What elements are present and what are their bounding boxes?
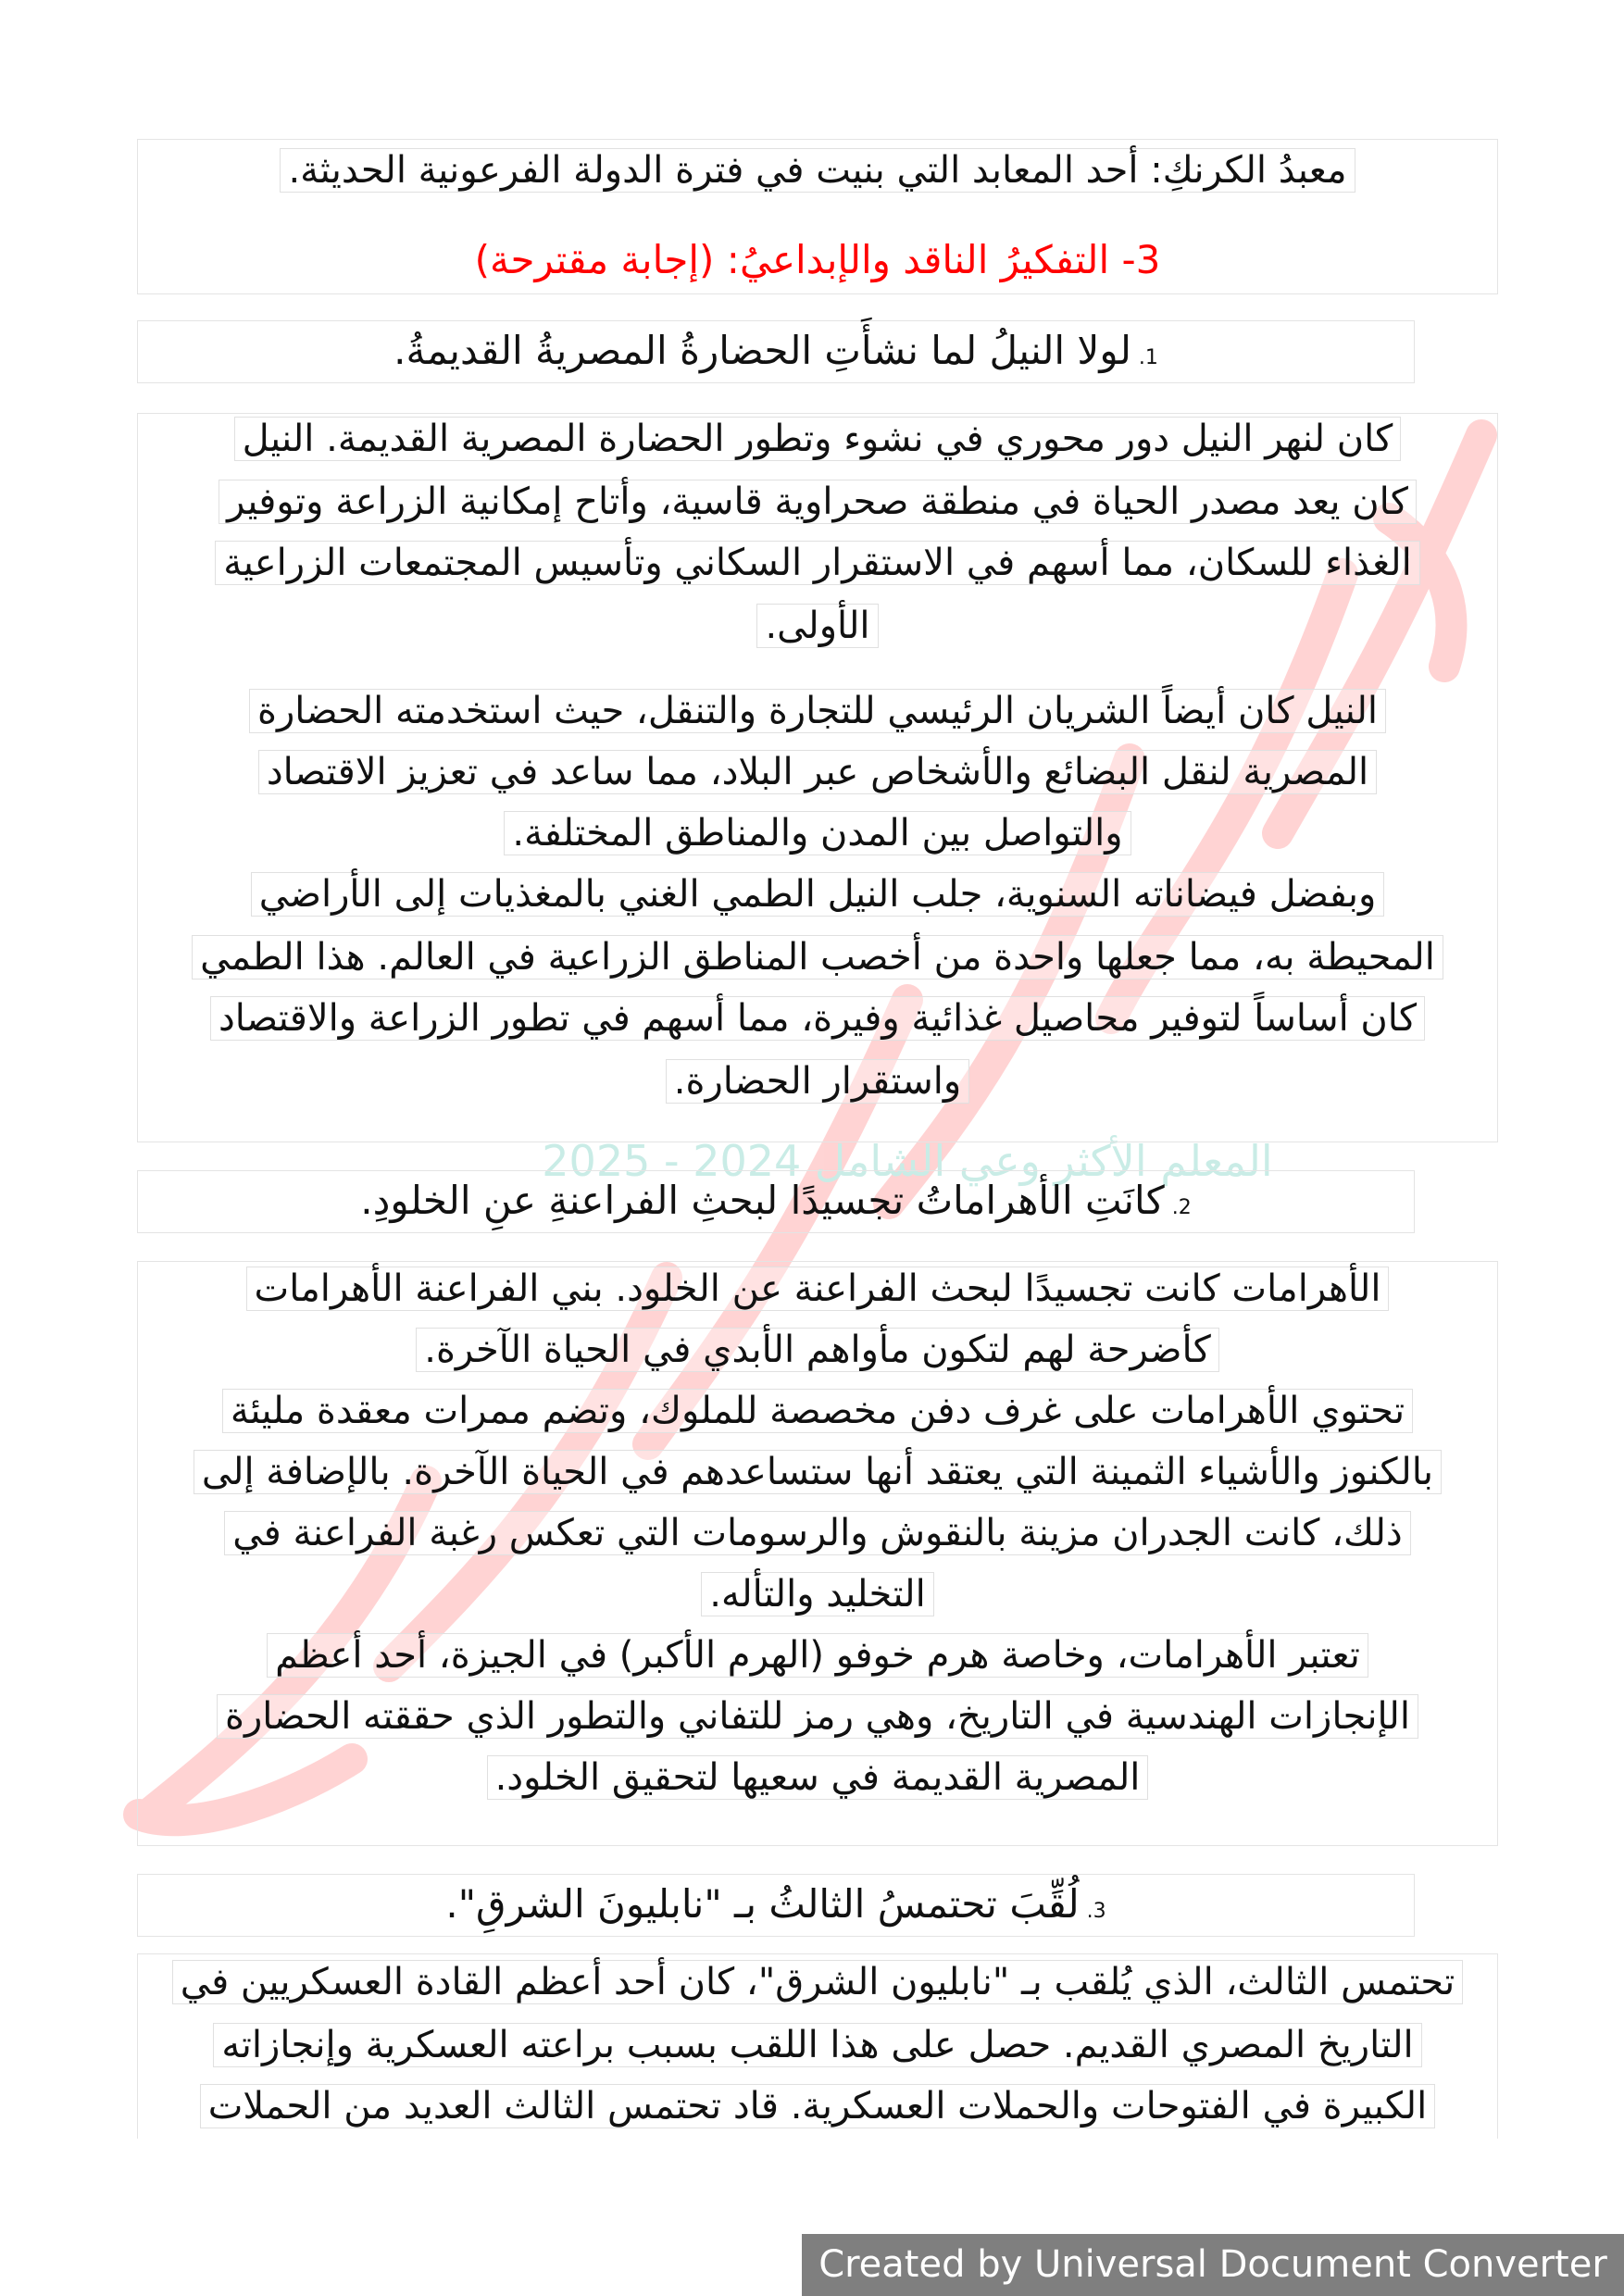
question-1-text: لولا النيلُ لما نشأَتِ الحضارةُ المصريةُ القديمةُ. (394, 328, 1131, 373)
answer-1-line: والتواصل بين المدن والمناطق المختلفة. (137, 807, 1498, 859)
answer-2-line: التخليد والتأله. (137, 1568, 1498, 1620)
answer-2-line: بالكنوز والأشياء الثمينة التي يعتقد أنها ستساعدهم في الحياة الآخرة. بالإضافة إلى (137, 1446, 1498, 1498)
answer-2-line: كأضرحة لهم لتكون مأواهم الأبدي في الحياة الآخرة. (137, 1324, 1498, 1376)
answer-1-line: النيل كان أيضاً الشريان الرئيسي للتجارة والتنقل، حيث استخدمته الحضارة (137, 685, 1498, 737)
answer-1-line: كان لنهر النيل دور محوري في نشوء وتطور الحضارة المصرية القديمة. النيل (137, 413, 1498, 465)
answer-3-line: التاريخ المصري القديم. حصل على هذا اللقب بسبب براعته العسكرية وإنجازاته (137, 2019, 1498, 2071)
question-1 (137, 325, 1415, 384)
watermark-text: المعلم الأكثر وعي الشامل 2024 - 2025 (542, 1136, 1273, 1186)
converter-footer-banner: Created by Universal Document Converter (802, 2234, 1624, 2296)
answer-3-line: تحتمس الثالث، الذي يُلقب بـ "نابليون الشرق"، كان أحد أعظم القادة العسكريين في (137, 1956, 1498, 2008)
answer-1-line: المحيطة به، مما جعلها واحدة من أخصب المناطق الزراعية في العالم. هذا الطمي (137, 931, 1498, 983)
answer-1-line: واستقرار الحضارة. (137, 1055, 1498, 1107)
answer-1-line: الأولى. (137, 600, 1498, 652)
answer-1-line: كان يعد مصدر الحياة في منطقة صحراوية قاسية، وأتاح إمكانية الزراعة وتوفير (137, 476, 1498, 528)
question-2-number: 2. (1171, 1196, 1192, 1219)
answer-1-line: المصرية لنقل البضائع والأشخاص عبر البلاد، مما ساعد في تعزيز الاقتصاد (137, 746, 1498, 798)
answer-2-line: تحتوي الأهرامات على غرف دفن مخصصة للملوك، وتضم ممرات معقدة مليئة (137, 1385, 1498, 1437)
answer-3-line: الكبيرة في الفتوحات والحملات العسكرية. قاد تحتمس الثالث العديد من الحملات (137, 2080, 1498, 2132)
answer-1-line: كان أساساً لتوفير محاصيل غذائية وفيرة، مما أسهم في تطور الزراعة والاقتصاد (137, 992, 1498, 1044)
answer-1-line: الغذاء للسكان، مما أسهم في الاستقرار السكاني وتأسيس المجتمعات الزراعية (137, 537, 1498, 589)
answer-2-line: المصرية القديمة في سعيها لتحقيق الخلود. (137, 1752, 1498, 1803)
intro-line: معبدُ الكرنكِ: أحد المعابد التي بنيت في فترة الدولة الفرعونية الحديثة. (137, 144, 1498, 196)
answer-2-line: الأهرامات كانت تجسيدًا لبحث الفراعنة عن الخلود. بني الفراعنة الأهرامات (137, 1263, 1498, 1315)
question-3 (137, 1878, 1415, 1938)
answer-1-line: وبفضل فيضاناته السنوية، جلب النيل الطمي الغني بالمغذيات إلى الأراضي (137, 868, 1498, 920)
question-1-number: 1. (1138, 346, 1158, 369)
answer-2-line: تعتبر الأهرامات، وخاصة هرم خوفو (الهرم الأكبر) في الجيزة، أحد أعظم (137, 1629, 1498, 1681)
answer-2-line: الإنجازات الهندسية في التاريخ، وهي رمز للتفاني والتطور الذي حققته الحضارة (137, 1691, 1498, 1742)
question-3-number: 3. (1086, 1900, 1106, 1923)
question-2-text: كانَتِ الأهراماتُ تجسيدًا لبحثِ الفراعنةِ عنِ الخلودِ. (360, 1178, 1165, 1223)
question-3-text: لُقِّبَ تحتمسُ الثالثُ بـ "نابليونَ الشرقِ". (445, 1881, 1080, 1927)
answer-2-line: ذلك، كانت الجدران مزينة بالنقوش والرسومات التي تعكس رغبة الفراعنة في (137, 1507, 1498, 1559)
question-2 (137, 1175, 1415, 1234)
section-heading: 3- التفكيرُ الناقد والإبداعيُ: (إجابة مقترحة) (474, 237, 1161, 282)
